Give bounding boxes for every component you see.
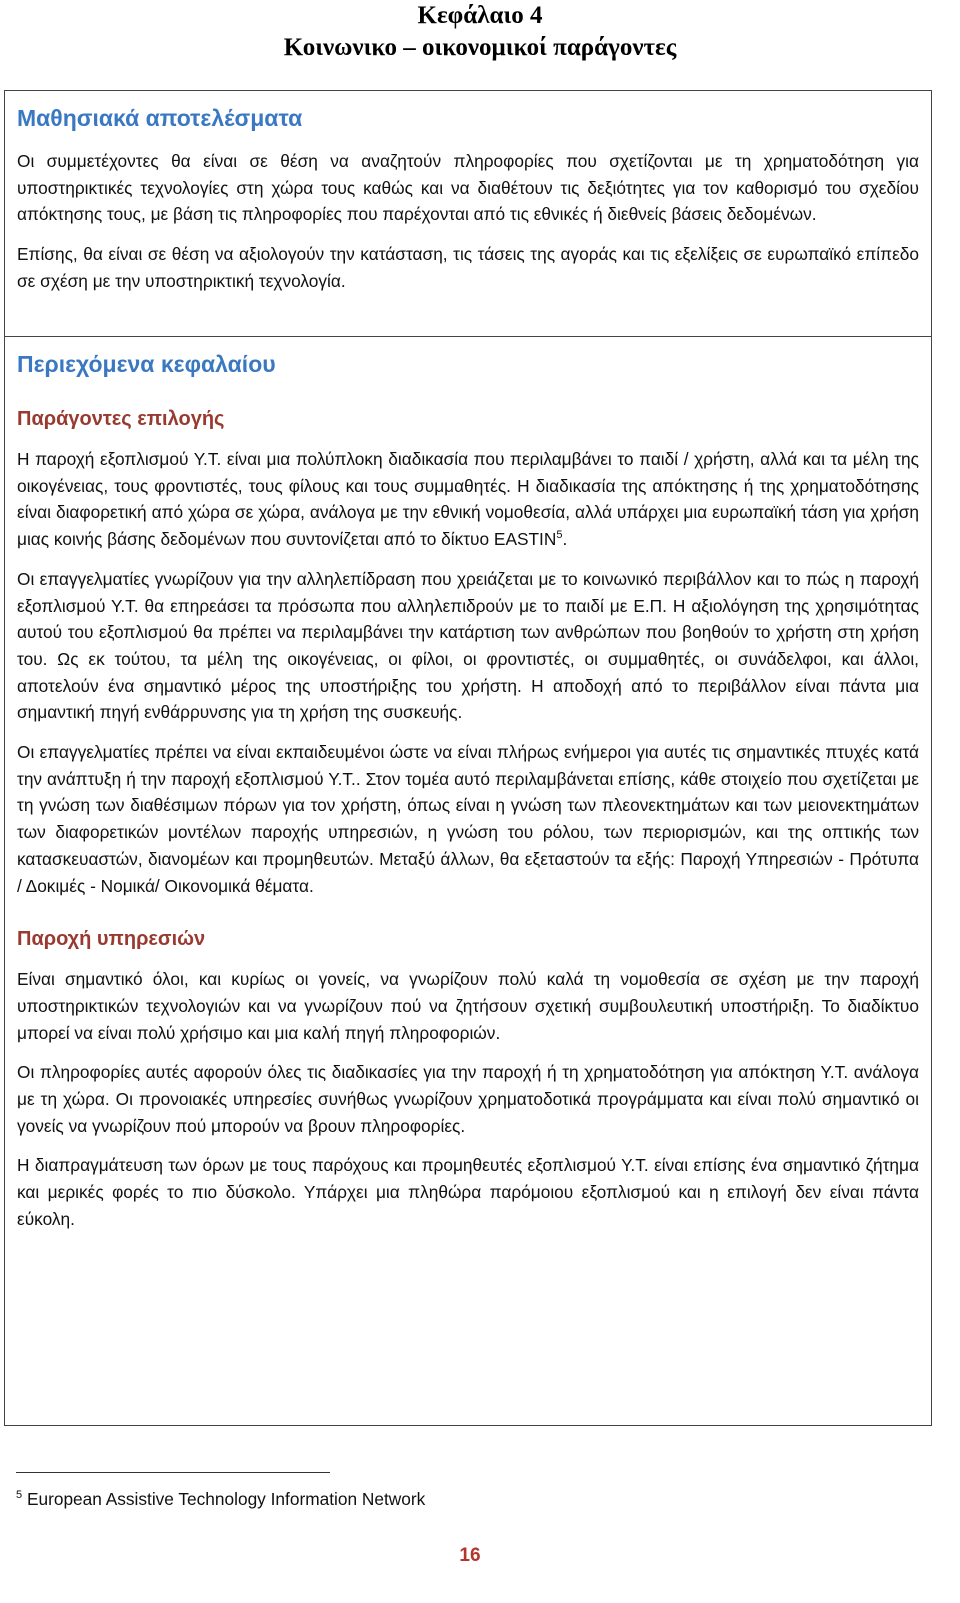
selection-factors-paragraph-1-end: . bbox=[562, 529, 568, 550]
chapter-contents-box bbox=[4, 336, 932, 1426]
service-provision-paragraph-1: Είναι σημαντικό όλοι, και κυρίως οι γονείς, να γνωρίζουν πολύ καλά τη νομοθεσία σε σχέση με την παροχή υποστηρικτικών τεχνολογιών και να γνωρίζουν πού να ζητήσουν σχετική συμβουλευτική υποστήριξη. Το διαδίκτυο μπορεί να είναι πολύ χρήσιμο και μια καλή πηγή πληροφοριών. bbox=[17, 969, 919, 1043]
learning-outcomes-heading: Μαθησιακά αποτελέσματα bbox=[17, 105, 303, 131]
chapter-contents-heading: Περιεχόμενα κεφαλαίου bbox=[17, 351, 276, 377]
service-provision-heading: Παροχή υπηρεσιών bbox=[17, 928, 206, 951]
chapter-subtitle: Κοινωνικο – οικονομικοί παράγοντες bbox=[283, 34, 677, 61]
page-number: 16 bbox=[459, 1545, 481, 1566]
learning-outcomes-box bbox=[4, 90, 932, 337]
selection-factors-heading: Παράγοντες επιλογής bbox=[17, 408, 225, 430]
selection-factors-paragraph-3: Οι επαγγελματίες πρέπει να είναι εκπαιδευμένοι ώστε να είναι πλήρως ενήμεροι για αυτές τις σημαντικές πτυχές κατά την ανάπτυξη ή την παροχή εξοπλισμού Υ.Τ.. Στον τομέα αυτό περιλαμβάνεται επίσης, κάθε στοιχείο που σχετίζεται με τη γνώση των διαθέσιμων πόρων για τον χρήστη, όπως είναι η γνώση των πλεονεκτημάτων και των μειονεκτημάτων των διαφορετικών μοντέλων παροχής υπηρεσιών, η γνώση του ρόλου, των περιορισμών, και της οπτικής των κατασκευαστών, διανομέων και προμηθευτών. Μεταξύ άλλων, θα εξεταστούν τα εξής: Παροχή Υπηρεσιών - Πρότυπα / Δοκιμές - Νομικά/ Οικονομικά θέματα. bbox=[17, 742, 919, 896]
footnote-text: European Assistive Technology Information Network bbox=[26, 1489, 426, 1509]
service-provision-paragraph-2: Οι πληροφορίες αυτές αφορούν όλες τις διαδικασίες για την παροχή ή τη χρηματοδότηση για απόκτηση Υ.Τ. ανάλογα με τη χώρα. Οι προνοιακές υπηρεσίες συνήθως γνωρίζουν χρηματοδοτικά προγράμματα και είναι πολύ σημαντικό οι γονείς να γνωρίζουν πού μπορούν να βρουν πληροφορίες. bbox=[17, 1062, 919, 1136]
footnote-marker: 5 bbox=[16, 1489, 23, 1502]
chapter-number-title: Κεφάλαιο 4 bbox=[417, 2, 543, 29]
chapter-header bbox=[0, 0, 960, 64]
selection-factors-paragraph-1-text: Η παροχή εξοπλισμού Υ.Τ. είναι μια πολύπλοκη διαδικασία που περιλαμβάνει το παιδί / χρήστη, αλλά και τα μέλη της οικογένειας, τους φροντιστές, τους φίλους και τους συμμαθητές. Η διαδικασία της απόκτησης ή της χρηματοδότησης είναι διαφορετική από χώρα σε χώρα, ανάλογα με την εθνική νομοθεσία, αλλά υπάρχει μια ευρωπαϊκή τάση για χρήση μιας κοινής βάσης δεδομένων που συντονίζεται από το δίκτυο EASTIN bbox=[17, 449, 919, 550]
selection-factors-paragraph-1 bbox=[17, 446, 919, 553]
footnote-reference[interactable]: 5 bbox=[556, 529, 563, 542]
service-provision-paragraph-3: Η διαπραγμάτευση των όρων με τους παρόχους και προμηθευτές εξοπλισμού Υ.Τ. είναι επίσης ένα σημαντικό ζήτημα και μερικές φορές το πιο δύσκολο. Υπάρχει μια πληθώρα παρόμοιου εξοπλισμού και η επιλογή δεν είναι πάντα εύκολη. bbox=[17, 1155, 919, 1229]
footnote-divider bbox=[16, 1472, 330, 1473]
footnote bbox=[16, 1486, 425, 1512]
selection-factors-paragraph-2: Οι επαγγελματίες γνωρίζουν για την αλληλεπίδραση που χρειάζεται με το κοινωνικό περιβάλλον και το πώς η παροχή εξοπλισμού Υ.Τ. θα επηρεάσει τα πρόσωπα που αλληλεπιδρούν με το παιδί με Ε.Π. Η αξιολόγηση της χρησιμότητας αυτού του εξοπλισμού θα πρέπει να περιλαμβάνει την κατάρτιση των ανθρώπων που βοηθούν το χρήστη στη χρήση του. Ως εκ τούτου, τα μέλη της οικογένειας, οι φίλοι, οι φροντιστές, οι συμμαθητές, οι συνάδελφοι, και άλλοι, αποτελούν ένα σημαντικό μέρος της υποστήριξης του χρήστη. Η αποδοχή από το περιβάλλον είναι πάντα μια σημαντική πηγή ενθάρρυνσης για τη χρήση της συσκευής. bbox=[17, 568, 919, 723]
learning-outcomes-paragraph-1: Οι συμμετέχοντες θα είναι σε θέση να αναζητούν πληροφορίες που σχετίζονται με τη χρηματοδότηση για υποστηρικτικές τεχνολογίες στη χώρα τους καθώς και να διαθέτουν τις δεξιότητες για τον καθορισμό του σχεδίου απόκτησης τους, με βάση τις πληροφορίες που παρέχονται από τις εθνικές ή διεθνείς βάσεις δεδομένων. bbox=[17, 151, 919, 225]
learning-outcomes-paragraph-2: Επίσης, θα είναι σε θέση να αξιολογούν την κατάσταση, τις τάσεις της αγοράς και τις εξελίξεις σε ευρωπαϊκό επίπεδο σε σχέση με την υποστηρικτική τεχνολογία. bbox=[17, 244, 919, 291]
